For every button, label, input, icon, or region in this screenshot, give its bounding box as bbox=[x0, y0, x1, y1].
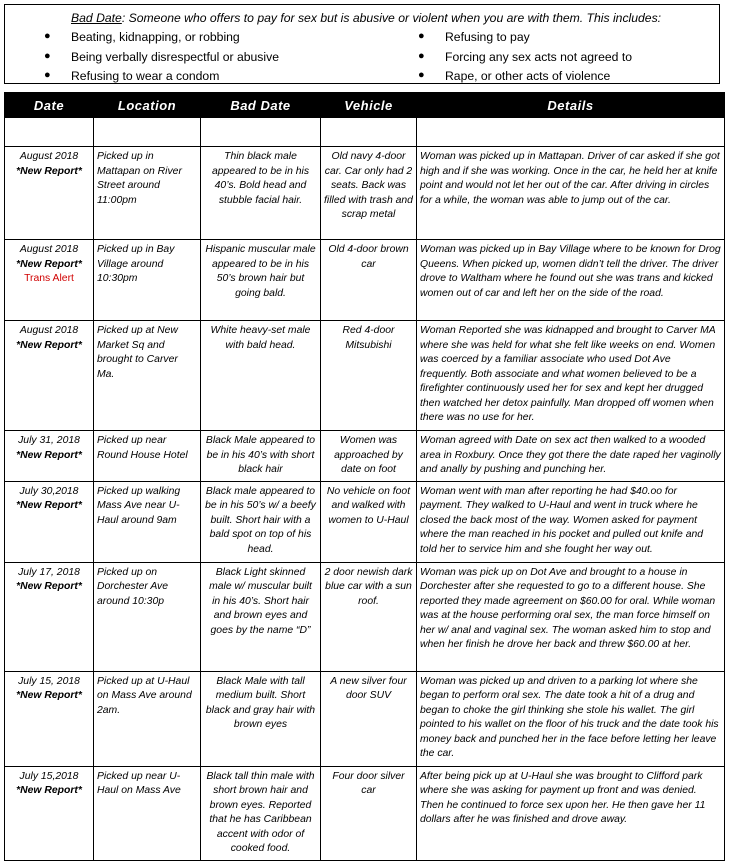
bad-date-cell: Black Male with tall medium built. Short black and gray hair with brown eyes bbox=[201, 671, 321, 766]
bad-date-cell: Black Male appeared to be in his 40’s with short black hair bbox=[201, 431, 321, 482]
bad-date-cell: Thin black male appeared to be in his 40’s. Bold head and stubble facial hair. bbox=[201, 147, 321, 240]
details-cell: After being pick up at U-Haul she was brought to Clifford park where she was asking for payment up front and was denied. Then he continued to force sex upon her. He then gave her 11 dollars after he was finished and drove away. bbox=[417, 766, 725, 860]
bullet-icon: ● bbox=[44, 30, 51, 42]
date-cell: July 31, 2018 *New Report* bbox=[5, 431, 94, 482]
location-cell: Picked up on Dorchester Ave around 10:30p bbox=[94, 562, 201, 671]
bullet-icon: ● bbox=[418, 50, 425, 62]
bullet-item: ● Forcing any sex acts not agreed to bbox=[418, 50, 632, 64]
new-report-tag: *New Report* bbox=[16, 449, 82, 461]
bullet-icon: ● bbox=[418, 30, 425, 42]
table-row bbox=[5, 481, 725, 562]
header-date: Date bbox=[5, 93, 94, 118]
location-cell: Picked up in Mattapan on River Street around 11:00pm bbox=[94, 147, 201, 240]
bullet-item: ● Rape, or other acts of violence bbox=[418, 69, 611, 83]
bad-date-cell: Black Light skinned male w/ muscular built in his 40’s. Short hair and brown eyes and goes by the name “D” bbox=[201, 562, 321, 671]
location-cell: Picked up near U-Haul on Mass Ave bbox=[94, 766, 201, 860]
bad-date-cell: Black tall thin male with short brown hair and brown eyes. Reported that he has Caribbean accent with odor of cooked food. bbox=[201, 766, 321, 860]
bullet-item: ● Refusing to wear a condom bbox=[44, 69, 220, 83]
bad-date-cell: Hispanic muscular male appeared to be in his 50’s brown hair but going bald. bbox=[201, 240, 321, 321]
table-row bbox=[5, 671, 725, 766]
vehicle-cell: Women was approached by date on foot bbox=[321, 431, 417, 482]
new-report-tag: *New Report* bbox=[16, 165, 82, 177]
location-cell: Picked up near Round House Hotel bbox=[94, 431, 201, 482]
bad-date-cell: White heavy-set male with bald head. bbox=[201, 321, 321, 431]
date-cell: July 17, 2018 *New Report* bbox=[5, 562, 94, 671]
trans-alert: Trans Alert bbox=[24, 273, 74, 284]
new-report-tag: *New Report* bbox=[16, 258, 82, 270]
blank-row bbox=[5, 118, 725, 147]
bullet-item: ● Being verbally disrespectful or abusive bbox=[44, 50, 279, 64]
new-report-tag: *New Report* bbox=[16, 785, 82, 796]
bullet-item: ● Beating, kidnapping, or robbing bbox=[44, 30, 240, 44]
bad-date-table bbox=[4, 92, 725, 861]
vehicle-cell: Four door silver car bbox=[321, 766, 417, 860]
details-cell: Woman was picked up in Mattapan. Driver of car asked if she got high and if she was working. Once in the car, he held her at knife point and would not let her out of the car. After driving in circles for a while, the woman was able to jump out of the car. bbox=[417, 147, 725, 240]
date-cell: August 2018 *New Report* Trans Alert bbox=[5, 240, 94, 321]
vehicle-cell: Red 4-door Mitsubishi bbox=[321, 321, 417, 431]
bad-date-definition-box bbox=[4, 4, 720, 84]
header-details: Details bbox=[417, 93, 725, 118]
date-cell: July 15, 2018 *New Report* bbox=[5, 671, 94, 766]
date-cell: July 30,2018 *New Report* bbox=[5, 481, 94, 562]
table-row bbox=[5, 431, 725, 482]
new-report-tag: *New Report* bbox=[16, 500, 82, 511]
definition-body: : Someone who offers to pay for sex but is abusive or violent when you are with them. This includes: bbox=[121, 11, 662, 25]
date-cell: July 15,2018 *New Report* bbox=[5, 766, 94, 860]
details-cell: Woman was picked up and driven to a parking lot where she began to perform oral sex. The date took a hit of a drug and began to choke the girl thinking she stole his wallet. The girl pointed to his wallet on the floor of his truck and the date took his money back and punched her in the face before letting her leave the car. bbox=[417, 671, 725, 766]
location-cell: Picked up in Bay Village around 10:30pm bbox=[94, 240, 201, 321]
definition-term: Bad Date bbox=[71, 11, 122, 25]
vehicle-cell: 2 door newish dark blue car with a sun roof. bbox=[321, 562, 417, 671]
details-cell: Woman was picked up in Bay Village where to be known for Drog Queens. When picked up, women didn’t tell the driver. The driver drove to Waltham where he found out she was trans and kicked women out of car and left her on the side of the road. bbox=[417, 240, 725, 321]
vehicle-cell: Old navy 4-door car. Car only had 2 seats. Back was filled with trash and scrap metal bbox=[321, 147, 417, 240]
table-row bbox=[5, 321, 725, 431]
header-vehicle: Vehicle bbox=[321, 93, 417, 118]
vehicle-cell: Old 4-door brown car bbox=[321, 240, 417, 321]
location-cell: Picked up at New Market Sq and brought to Carver Ma. bbox=[94, 321, 201, 431]
new-report-tag: *New Report* bbox=[16, 690, 82, 701]
table-header-row bbox=[5, 93, 725, 118]
details-cell: Woman was pick up on Dot Ave and brought to a house in Dorchester after she requested to go to a different house. She reported they made agreement on $60.00 for oral. While woman was at the house performing oral sex, the man force himself on her w/ anal and vaginal sex. The woman asked him to stop and when her finish he drove her back and threw $60.00 at her. bbox=[417, 562, 725, 671]
bullet-icon: ● bbox=[44, 50, 51, 62]
bullet-icon: ● bbox=[418, 69, 425, 81]
details-cell: Woman Reported she was kidnapped and brought to Carver MA where she was held for what she felt like weeks on end. Women was coerced by a familiar associate who used Dot Ave frequently. Both associate and what women believed to be a firefighter continuously used her for sex and kept her drugged then watched her detox painfully. Man dropped off women when there was no use for her. bbox=[417, 321, 725, 431]
date-cell: August 2018 *New Report* bbox=[5, 147, 94, 240]
bullet-item: ● Refusing to pay bbox=[418, 30, 530, 44]
header-location: Location bbox=[94, 93, 201, 118]
vehicle-cell: A new silver four door SUV bbox=[321, 671, 417, 766]
date-cell: August 2018 *New Report* bbox=[5, 321, 94, 431]
location-cell: Picked up at U-Haul on Mass Ave around 2am. bbox=[94, 671, 201, 766]
bad-date-cell: Black male appeared to be in his 50’s w/ a beefy built. Short hair with a bald spot on top of his head. bbox=[201, 481, 321, 562]
table-row bbox=[5, 147, 725, 240]
definition-text bbox=[71, 11, 661, 25]
table-row bbox=[5, 240, 725, 321]
header-bad-date: Bad Date bbox=[201, 93, 321, 118]
new-report-tag: *New Report* bbox=[16, 581, 82, 592]
details-cell: Woman agreed with Date on sex act then walked to a wooded area in Roxbury. Once they got there the date raped her vaginolly and anally by pushing and punching her. bbox=[417, 431, 725, 482]
bullet-icon: ● bbox=[44, 69, 51, 81]
new-report-tag: *New Report* bbox=[16, 339, 82, 351]
details-cell: Woman went with man after reporting he had $40.oo for payment. They walked to U-Haul and went in truck where he closed the back most of the way. Women asked for payment where the man reached in his pocket and pulled out knife and told her to service him and she fought her way out. bbox=[417, 481, 725, 562]
table-row bbox=[5, 766, 725, 860]
location-cell: Picked up walking Mass Ave near U-Haul around 9am bbox=[94, 481, 201, 562]
table-row bbox=[5, 562, 725, 671]
vehicle-cell: No vehicle on foot and walked with women to U-Haul bbox=[321, 481, 417, 562]
